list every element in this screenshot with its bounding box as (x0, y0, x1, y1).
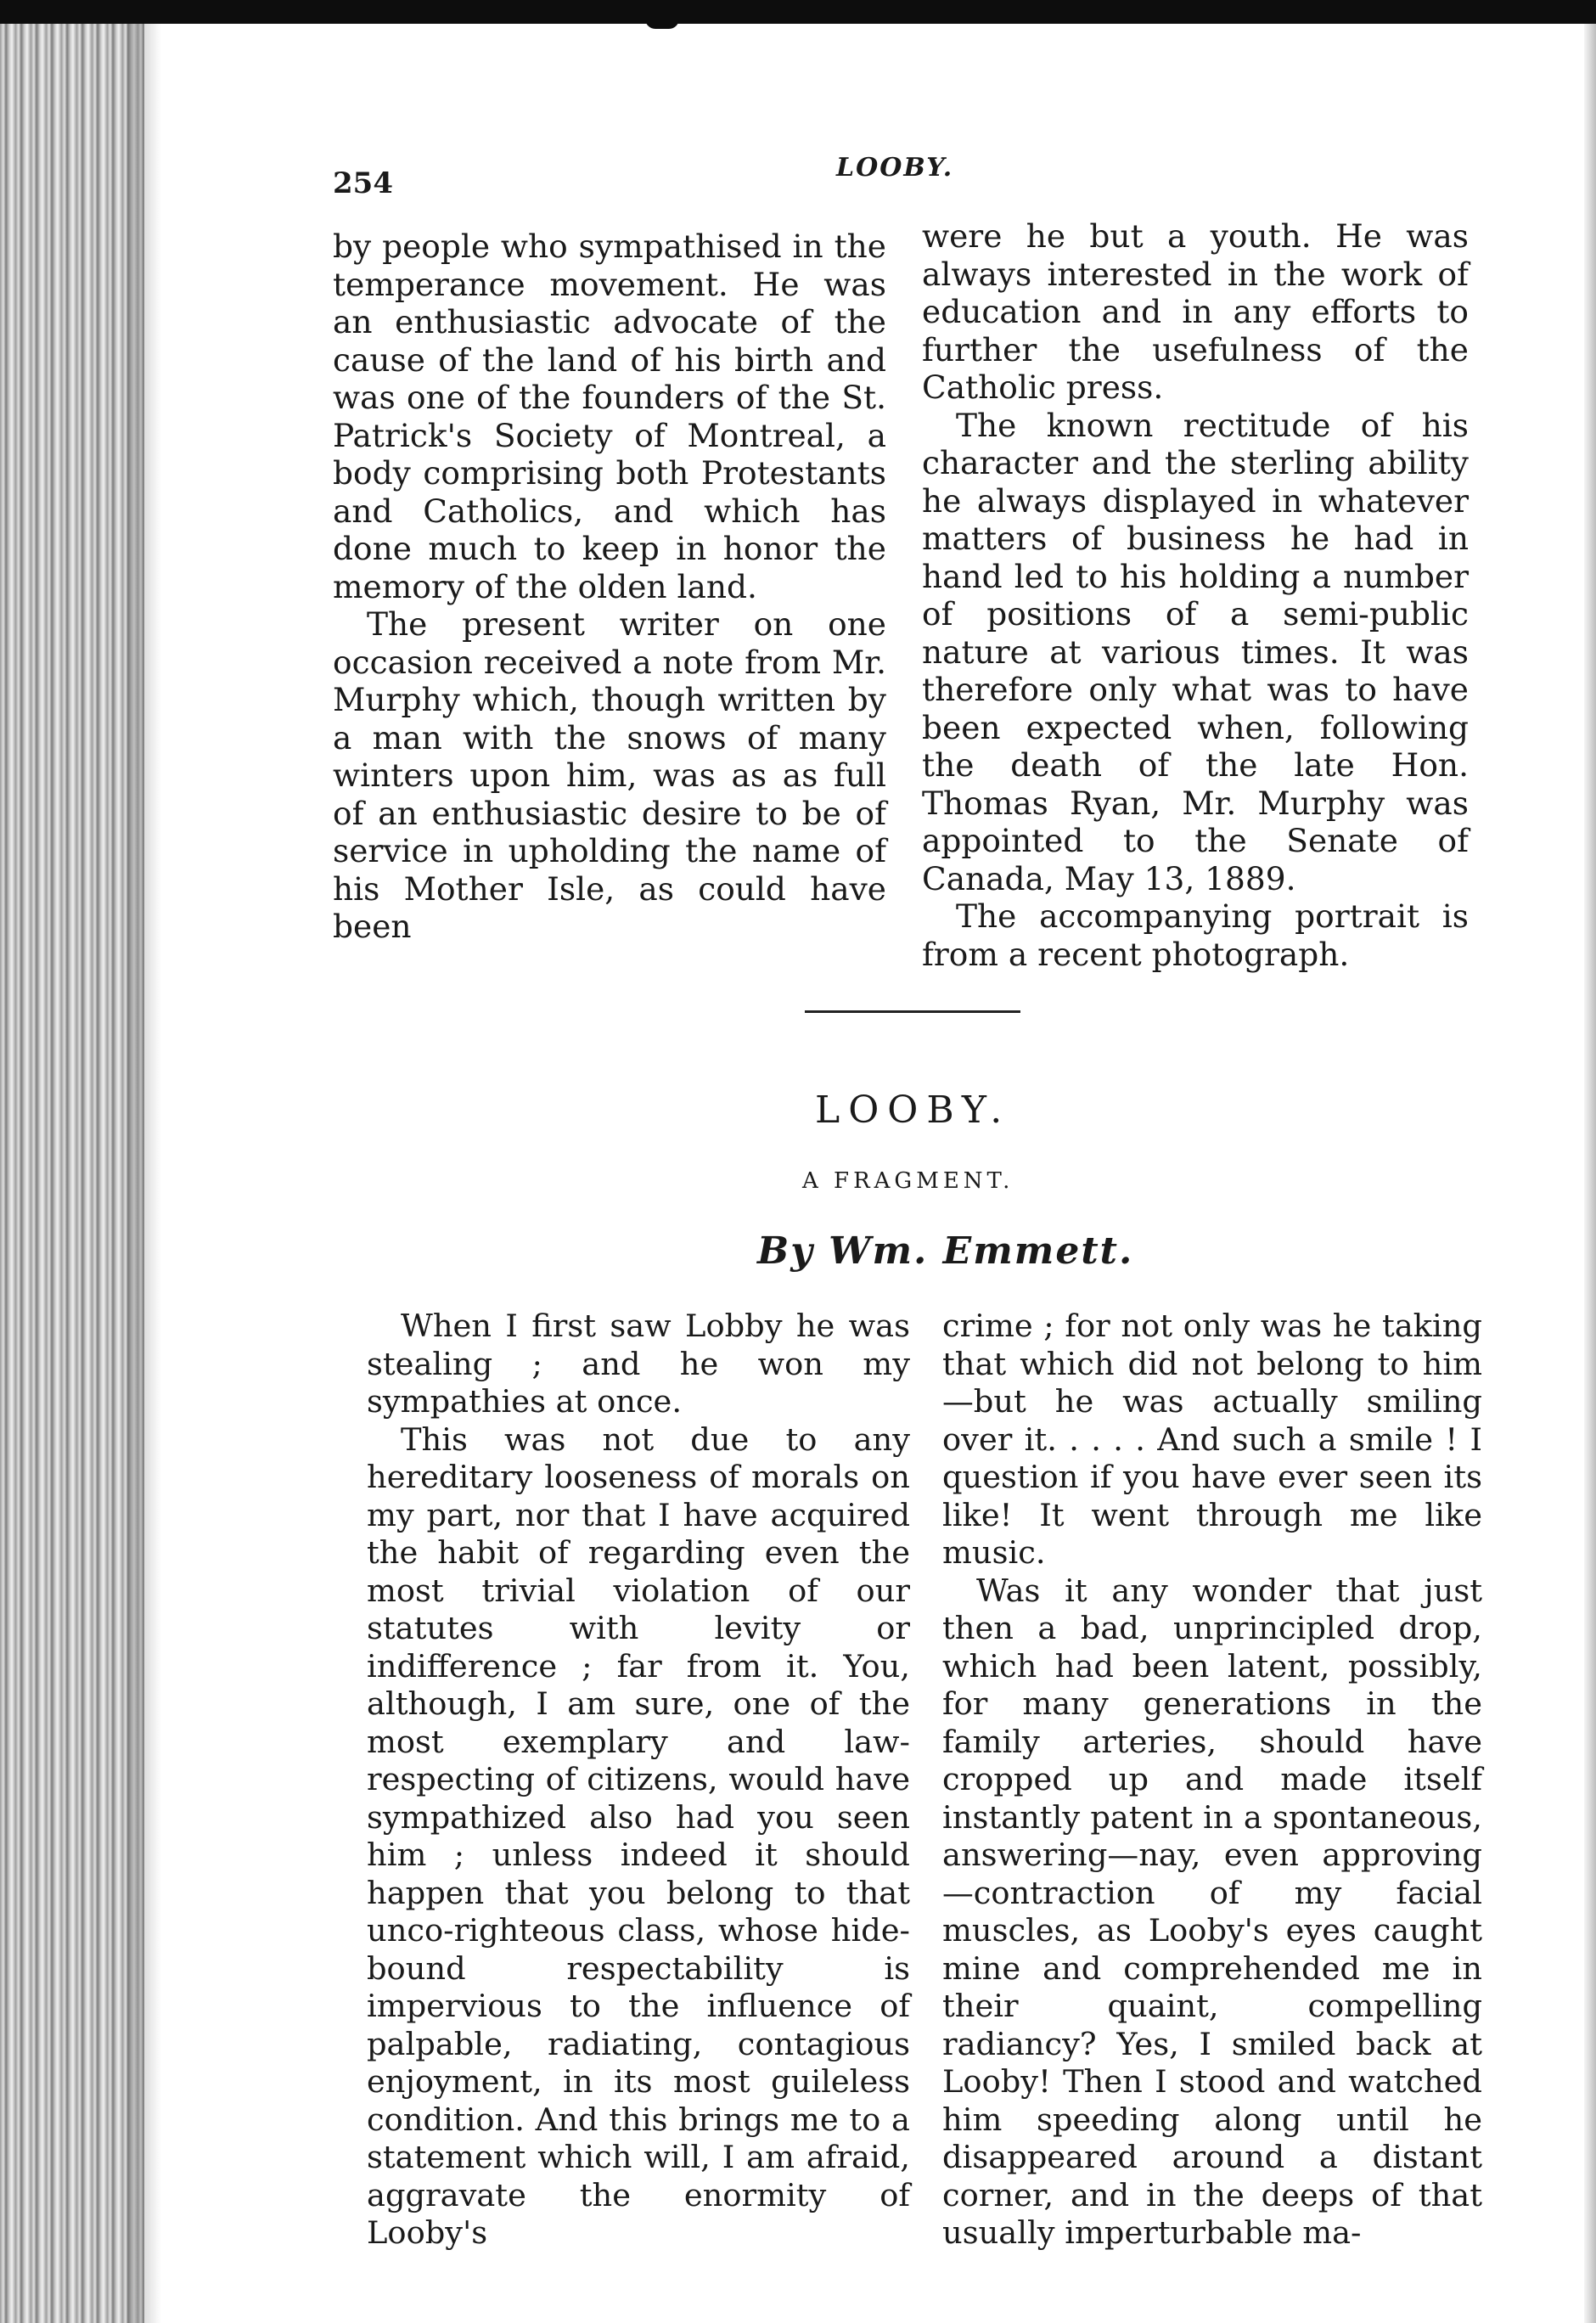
paragraph: This was not due to any hereditary looseness of morals on my part, nor that I have acquired the habit of regarding even the most trivial violation of our statutes with levity or indifference ; far from it. You, although, I am sure, one of the most exemplary and law-respecting of citizens, would have sympathized also had you seen him ; unless indeed it should happen that you belong to that unco-righteous class, whose hide-bound respectability is impervious to the influence of palpable, radiating, contagious enjoyment, in its most guileless condition. And this brings me to a statement which will, I am afraid, aggravate the enormity of Looby's (367, 1420, 910, 2251)
paragraph: The known rectitude of his character and the sterling ability he always displayed in whatever matters of business he had in hand led to his holding a number of positions of a semi-public nature at various times. It was therefore only what was to have been expected when, following the death of the late Hon. Thomas Ryan, Mr. Murphy was appointed to the Senate of Canada, May 13, 1889. (922, 406, 1469, 897)
paragraph: The accompanying portrait is from a recent photograph. (922, 897, 1469, 973)
running-head: LOOBY. (836, 153, 954, 183)
article-left-column (367, 1308, 910, 2253)
article-title: LOOBY. (815, 1088, 1011, 1132)
paragraph: by people who sympathised in the temperance movement. He was an enthusiastic advocate of the cause of the land of his birth and was one of the founders of the St. Patrick's Society of Montreal, a body comprising both Protestants and Catholics, and which has done much to keep in honor the memory of the olden land. (333, 228, 886, 605)
book-spine-edge (0, 24, 144, 2323)
section-divider (805, 1010, 1020, 1013)
page-right-edge (1584, 24, 1596, 2323)
paragraph: were he but a youth. He was always interested in the work of education and in any efforts to further the usefulness of the Catholic press. (922, 217, 1469, 406)
paragraph: Was it any wonder that just then a bad, unprincipled drop, which had been latent, possibly, for many generations in the family arteries, should have cropped up and made itself instantly patent in a spontaneous, answering—nay, even approving—contraction of my facial muscles, as Looby's eyes caught mine and comprehended me in their quaint, compelling radiancy? Yes, I smiled back at Looby! Then I stood and watched him speeding along until he disappeared around a distant corner, and in the deeps of that usually imperturbable ma- (942, 1572, 1482, 2251)
previous-article-left-column (333, 228, 886, 946)
page-number: 254 (333, 166, 393, 200)
paragraph: When I first saw Lobby he was stealing ; and he won my sympathies at once. (367, 1308, 910, 1420)
previous-article-right-column (922, 217, 1469, 973)
scan-top-border (0, 0, 1596, 24)
paragraph: The present writer on one occasion received a note from Mr. Murphy which, though written by a man with the snows of many winters upon him, was as as full of an enthusiastic desire to be of service in upholding the name of his Mother Isle, as could have been (333, 605, 886, 945)
scan-top-notch (645, 19, 679, 29)
paragraph: crime ; for not only was he taking that which did not belong to him —but he was actually smiling over it. . . . . And such a smile ! I question if you have ever seen its like! It went through me like music. (942, 1308, 1482, 1571)
article-byline: By Wm. Emmett. (757, 1229, 1134, 1273)
article-right-column (942, 1308, 1482, 2253)
article-subtitle: A FRAGMENT. (802, 1168, 1014, 1194)
gutter-shadow (127, 24, 161, 2323)
